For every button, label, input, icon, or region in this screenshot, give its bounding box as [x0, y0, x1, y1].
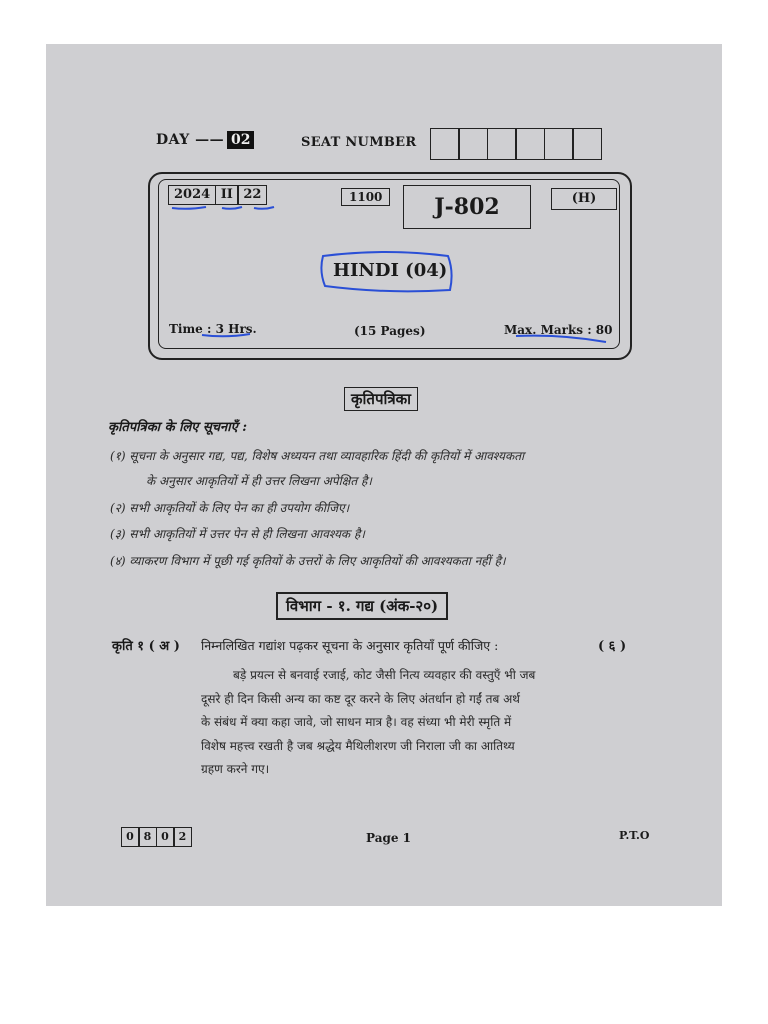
- instruction-item: (४) व्याकरण विभाग में पूछी गई कृतियों के उत्तरों के लिए आकृतियों की आवश्यकता नहीं है।: [110, 554, 506, 568]
- scanned-page: [46, 44, 722, 906]
- day-label: DAY ——: [156, 132, 225, 148]
- footer-code-digit: 8: [138, 827, 157, 847]
- exam-date: 22: [237, 185, 267, 205]
- instruction-item-continued: के अनुसार आकृतियों में ही उत्तर लिखना अपेक्षित है।: [146, 474, 372, 488]
- exam-year: 2024: [168, 185, 216, 205]
- instruction-item: (३) सभी आकृतियों में उत्तर पेन से ही लिखना आवश्यक है।: [110, 527, 365, 541]
- instructions-heading: कृतिपत्रिका के लिए सूचनाएँ :: [108, 420, 248, 435]
- max-marks-label: Max. Marks : 80: [504, 323, 613, 337]
- code-1100: 1100: [341, 188, 390, 206]
- kritipatrika-title: कृतिपत्रिका: [344, 387, 418, 411]
- subject-title: HINDI (04): [333, 260, 448, 281]
- passage-line: दूसरे ही दिन किसी अन्य का कष्ट दूर करने के लिए अंतर्धान हो गईं तब अर्थ: [201, 691, 520, 706]
- passage-line: के संबंध में क्या कहा जावे, जो साधन मात्र है। वह संध्या भी मेरी स्मृति में: [201, 715, 512, 729]
- question-text: निम्नलिखित गद्यांश पढ़कर सूचना के अनुसार कृतियाँ पूर्ण कीजिए :: [201, 638, 499, 653]
- question-marks: ( ६ ): [598, 639, 627, 654]
- passage-line: ग्रहण करने गए।: [201, 762, 270, 776]
- pages-label: (15 Pages): [354, 324, 426, 338]
- instruction-item: (२) सभी आकृतियों के लिए पेन का ही उपयोग कीजिए।: [110, 501, 350, 515]
- passage-line: विशेष महत्त्व रखती है जब श्रद्धेय मैथिलीशरण जी निराला जी का आतिथ्य: [201, 738, 515, 753]
- footer-code-digit: 2: [173, 827, 192, 847]
- seat-number-label: SEAT NUMBER: [301, 135, 417, 150]
- month-underline: [222, 207, 242, 209]
- subject-circle: [321, 252, 451, 291]
- footer-code-digit: 0: [156, 827, 175, 847]
- time-label: Time : 3 Hrs.: [169, 322, 257, 336]
- year-underline: [172, 207, 206, 209]
- instruction-item: (१) सूचना के अनुसार गद्य, पद्य, विशेष अध्ययन तथा व्यावहारिक हिंदी की कृतियों में आवश्यकता: [110, 449, 525, 463]
- medium-code: (H): [551, 188, 617, 210]
- day-number: 02: [227, 131, 254, 149]
- question-label: कृति १ ( अ ): [112, 639, 180, 654]
- time-underline: [202, 334, 250, 336]
- pto-label: P.T.O: [619, 829, 650, 842]
- passage-line: बड़े प्रयत्न से बनवाई रजाई, कोट जैसी नित्य व्यवहार की वस्तुएँ भी जब: [233, 668, 536, 682]
- date-underline: [254, 207, 274, 209]
- pen-annotations: [46, 44, 722, 906]
- exam-month: II: [215, 185, 239, 205]
- footer-code-digit: 0: [121, 827, 140, 847]
- paper-code: J-802: [403, 185, 531, 229]
- section-title: विभाग - १. गद्य (अंक-२०): [276, 592, 448, 620]
- page-number: Page 1: [366, 831, 412, 845]
- marks-underline: [516, 336, 606, 342]
